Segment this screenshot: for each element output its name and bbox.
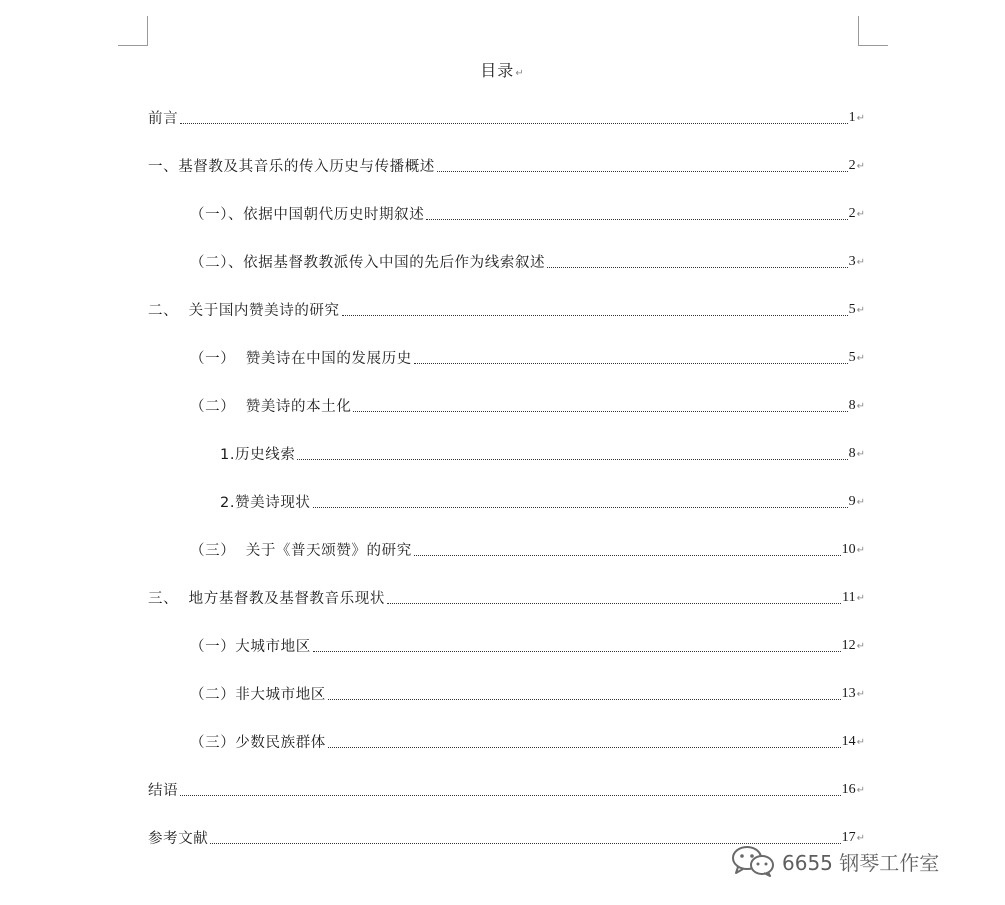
toc-title-text: 目录 [480, 61, 515, 80]
paragraph-mark-icon: ↵ [515, 68, 525, 79]
paragraph-mark-icon: ↵ [856, 545, 865, 556]
toc-dot-leader [297, 459, 847, 460]
toc-dot-leader [547, 267, 847, 268]
toc-entry-page: 8↵ [848, 446, 865, 461]
page-corner-mark-top-right [858, 16, 888, 46]
toc-dot-leader [313, 651, 841, 652]
toc-entry-page: 12↵ [841, 638, 865, 653]
toc-entry-page: 3↵ [848, 254, 865, 269]
toc-dot-leader [414, 555, 841, 556]
toc-dot-leader [328, 747, 841, 748]
toc-entry[interactable] [190, 683, 865, 705]
toc-entry-label: 结语 [148, 783, 179, 799]
toc-entry-page: 2↵ [848, 206, 865, 221]
toc-dot-leader [342, 315, 848, 316]
paragraph-mark-icon: ↵ [856, 593, 865, 604]
toc-dot-leader [437, 171, 848, 172]
toc-entry-page: 17↵ [841, 830, 865, 845]
toc-dot-leader [180, 795, 840, 796]
toc-entry[interactable] [148, 587, 865, 609]
paragraph-mark-icon: ↵ [856, 257, 865, 268]
paragraph-mark-icon: ↵ [856, 785, 865, 796]
toc-entry[interactable] [190, 347, 865, 369]
watermark-text: 6655 钢琴工作室 [782, 850, 940, 875]
toc-entry-label: （三） 关于《普天颂赞》的研究 [190, 543, 412, 559]
toc-entry-page: 16↵ [841, 782, 865, 797]
toc-entry[interactable] [148, 107, 865, 129]
paragraph-mark-icon: ↵ [856, 833, 865, 844]
toc-entry[interactable] [190, 731, 865, 753]
paragraph-mark-icon: ↵ [856, 161, 865, 172]
toc-entry-page: 5↵ [848, 302, 865, 317]
toc-entry-page: 10↵ [841, 542, 865, 557]
toc-entry[interactable] [190, 539, 865, 561]
paragraph-mark-icon: ↵ [856, 113, 865, 124]
toc-entry-page: 5↵ [848, 350, 865, 365]
toc-entry[interactable] [220, 443, 865, 465]
toc-entry-label: （一）大城市地区 [190, 639, 311, 655]
wechat-logo-icon [730, 845, 776, 877]
toc-entry-page: 14↵ [841, 734, 865, 749]
toc-dot-leader [313, 507, 848, 508]
toc-entry[interactable] [190, 395, 865, 417]
toc-dot-leader [328, 699, 841, 700]
paragraph-mark-icon: ↵ [856, 305, 865, 316]
toc-entry[interactable] [148, 779, 865, 801]
paragraph-mark-icon: ↵ [856, 689, 865, 700]
paragraph-mark-icon: ↵ [856, 353, 865, 364]
page-corner-mark-top-left [118, 16, 148, 46]
toc-entry[interactable] [148, 155, 865, 177]
toc-entry-label: 一、基督教及其音乐的传入历史与传播概述 [148, 159, 435, 175]
toc-dot-leader [414, 363, 848, 364]
toc-entry-page: 11↵ [842, 590, 865, 605]
toc-entry-label: 二、 关于国内赞美诗的研究 [148, 303, 340, 319]
toc-entry-page: 13↵ [841, 686, 865, 701]
toc-dot-leader [387, 603, 841, 604]
paragraph-mark-icon: ↵ [856, 449, 865, 460]
toc-dot-leader [353, 411, 847, 412]
toc-entry-page: 2↵ [848, 158, 865, 173]
paragraph-mark-icon: ↵ [856, 497, 865, 508]
toc-entry-label: （三）少数民族群体 [190, 735, 326, 751]
toc-entry[interactable] [148, 299, 865, 321]
paragraph-mark-icon: ↵ [856, 209, 865, 220]
toc-entry[interactable] [190, 203, 865, 225]
toc-entry-label: （一） 赞美诗在中国的发展历史 [190, 351, 412, 367]
toc-entry-page: 1↵ [848, 110, 865, 125]
toc-entry-page: 9↵ [848, 494, 865, 509]
toc-title [0, 60, 1005, 85]
paragraph-mark-icon: ↵ [856, 737, 865, 748]
toc-entry[interactable] [190, 251, 865, 273]
toc-entry-label: 前言 [148, 111, 179, 127]
watermark [730, 845, 939, 877]
toc-dot-leader [426, 219, 847, 220]
toc-entry[interactable] [220, 491, 865, 513]
toc-dot-leader [180, 123, 847, 124]
toc-entry-label: （二）、依据基督教教派传入中国的先后作为线索叙述 [190, 255, 546, 271]
toc-entry-label: 1.历史线索 [220, 447, 296, 463]
toc-dot-leader [210, 843, 840, 844]
toc-entry-label: 2.赞美诗现状 [220, 495, 311, 511]
toc-entry[interactable] [190, 635, 865, 657]
toc-entry-page: 8↵ [848, 398, 865, 413]
paragraph-mark-icon: ↵ [856, 641, 865, 652]
toc-entry-label: 三、 地方基督教及基督教音乐现状 [148, 591, 385, 607]
toc-entry-label: （二） 赞美诗的本土化 [190, 399, 352, 415]
toc-entry-label: （一）、依据中国朝代历史时期叙述 [190, 207, 425, 223]
toc-entry-label: 参考文献 [148, 831, 209, 847]
paragraph-mark-icon: ↵ [856, 401, 865, 412]
toc-entry-label: （二）非大城市地区 [190, 687, 326, 703]
